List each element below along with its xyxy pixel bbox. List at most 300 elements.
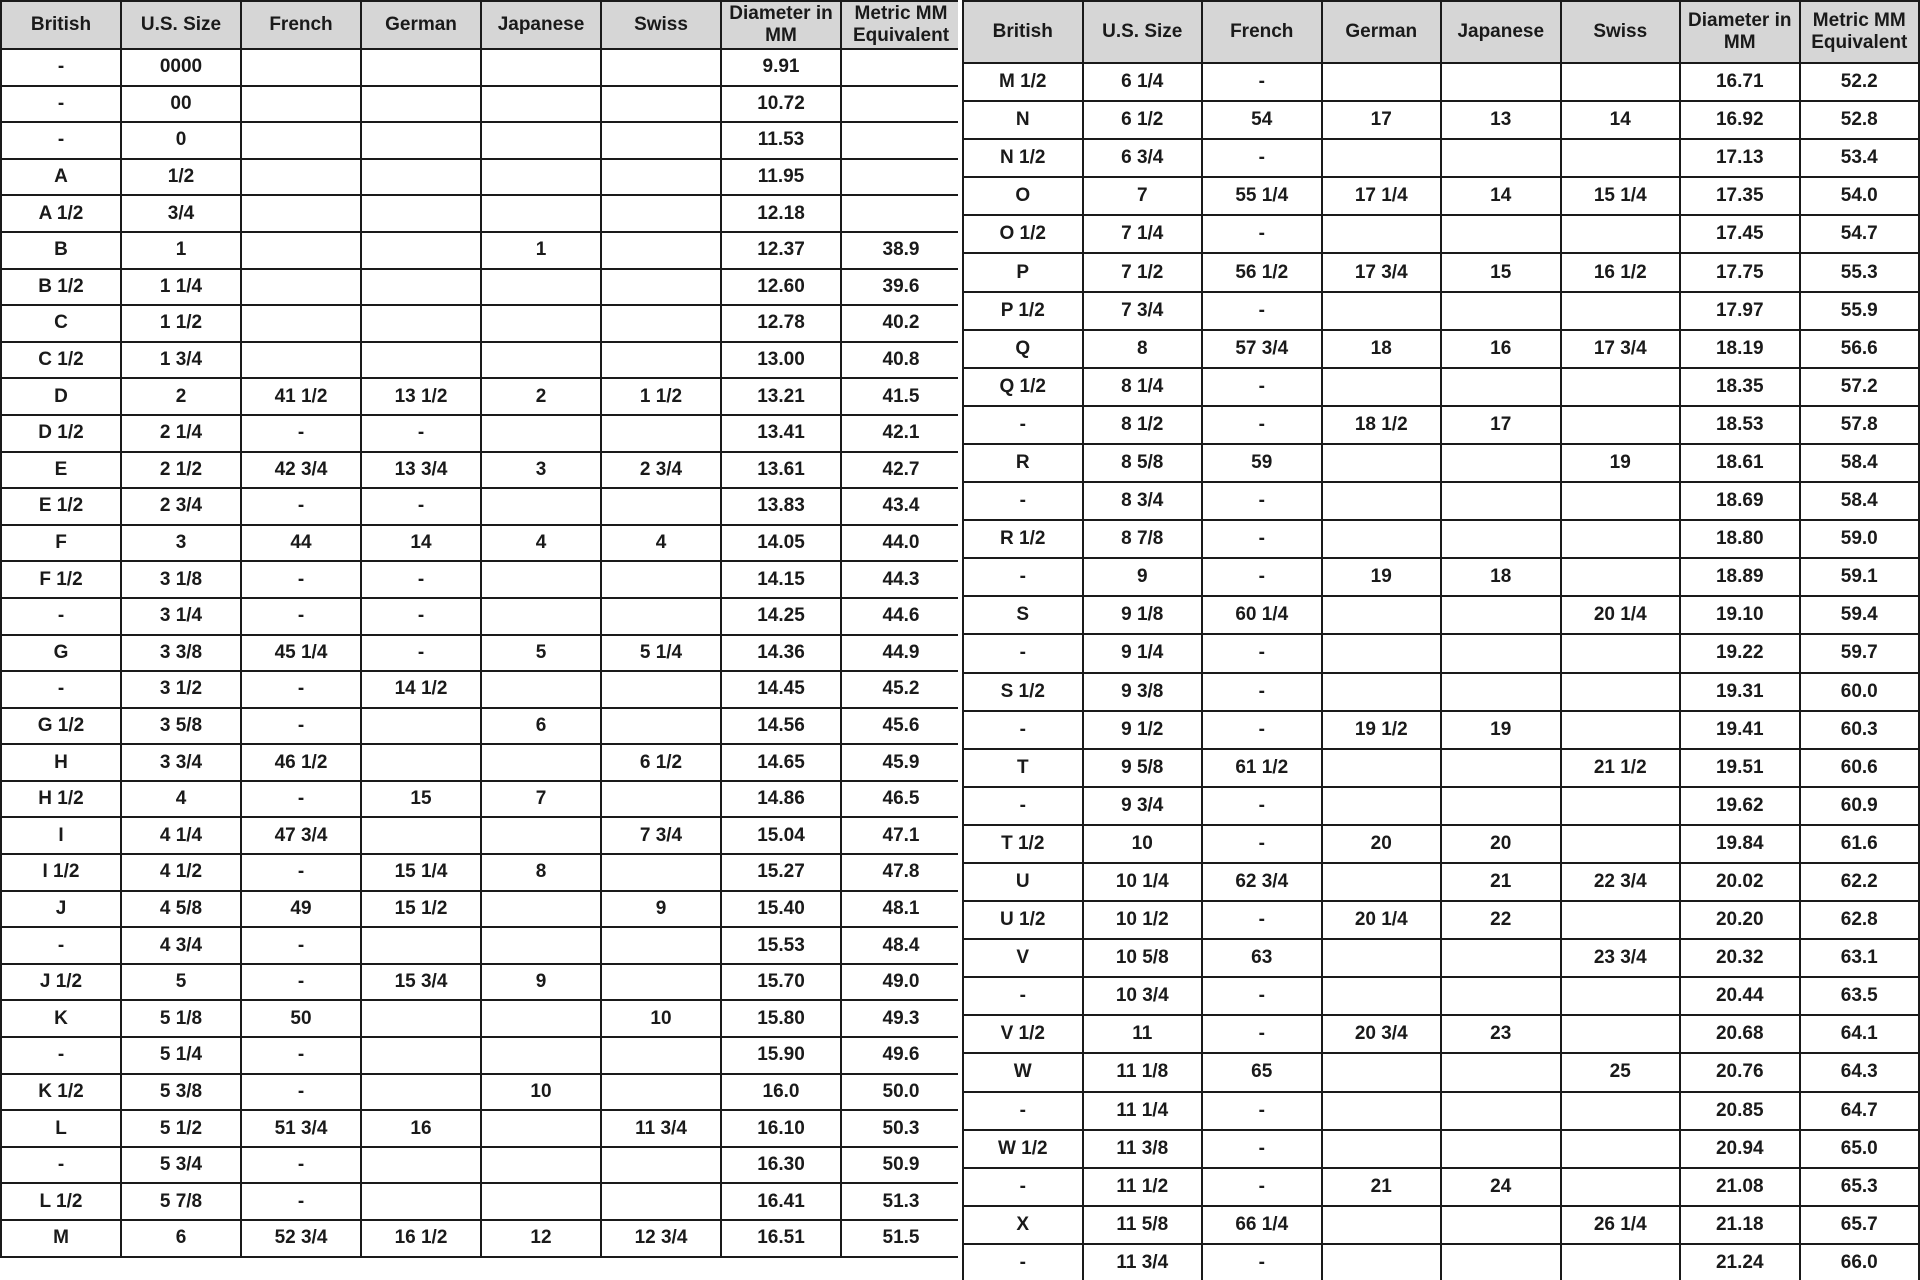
table-row (1, 1183, 961, 1220)
cell-diameter: 16.10 (721, 1110, 841, 1147)
cell-japanese (1441, 1206, 1561, 1244)
cell-british: - (963, 1168, 1083, 1206)
cell-us-size: 11 1/4 (1083, 1092, 1203, 1130)
cell-japanese (1441, 634, 1561, 672)
cell-metric (841, 86, 961, 123)
cell-japanese (1441, 673, 1561, 711)
cell-japanese (1441, 939, 1561, 977)
table-row (1, 452, 961, 489)
cell-diameter: 17.13 (1680, 139, 1800, 177)
cell-diameter: 18.80 (1680, 520, 1800, 558)
col-header-french: French (241, 1, 361, 49)
cell-diameter: 13.00 (721, 342, 841, 379)
table-row (963, 139, 1919, 177)
cell-metric: 39.6 (841, 269, 961, 306)
col-header-us-size: U.S. Size (1083, 1, 1203, 63)
cell-diameter: 19.51 (1680, 749, 1800, 787)
cell-metric: 41.5 (841, 378, 961, 415)
cell-japanese (481, 598, 601, 635)
cell-german: 19 (1322, 558, 1442, 596)
cell-british: O (963, 177, 1083, 215)
table-row (1, 964, 961, 1001)
cell-us-size: 10 5/8 (1083, 939, 1203, 977)
cell-metric: 63.5 (1800, 977, 1920, 1015)
cell-metric: 49.0 (841, 964, 961, 1001)
cell-japanese: 24 (1441, 1168, 1561, 1206)
cell-german: 17 3/4 (1322, 253, 1442, 291)
cell-british: - (963, 711, 1083, 749)
cell-japanese (481, 817, 601, 854)
cell-japanese (481, 49, 601, 86)
cell-german (361, 159, 481, 196)
cell-british: J 1/2 (1, 964, 121, 1001)
cell-swiss (1561, 901, 1681, 939)
cell-diameter: 20.76 (1680, 1053, 1800, 1091)
cell-swiss (1561, 215, 1681, 253)
cell-diameter: 14.36 (721, 635, 841, 672)
cell-metric: 46.5 (841, 781, 961, 818)
cell-diameter: 20.94 (1680, 1130, 1800, 1168)
cell-british: E 1/2 (1, 488, 121, 525)
table-row (1, 1074, 961, 1111)
table-row (963, 673, 1919, 711)
cell-diameter: 21.08 (1680, 1168, 1800, 1206)
cell-japanese (1441, 1092, 1561, 1130)
cell-diameter: 13.83 (721, 488, 841, 525)
cell-japanese: 20 (1441, 825, 1561, 863)
cell-japanese: 7 (481, 781, 601, 818)
col-header-metric: Metric MM Equivalent (841, 1, 961, 49)
cell-british: - (1, 122, 121, 159)
cell-japanese (1441, 215, 1561, 253)
cell-french: 51 3/4 (241, 1110, 361, 1147)
table-row (1, 122, 961, 159)
cell-french: - (1202, 215, 1322, 253)
cell-german (1322, 482, 1442, 520)
cell-swiss (601, 1147, 721, 1184)
cell-german (361, 708, 481, 745)
cell-diameter: 20.44 (1680, 977, 1800, 1015)
cell-us-size: 11 3/8 (1083, 1130, 1203, 1168)
cell-metric: 49.3 (841, 1000, 961, 1037)
cell-diameter: 20.20 (1680, 901, 1800, 939)
cell-diameter: 14.15 (721, 561, 841, 598)
cell-french: - (241, 708, 361, 745)
cell-swiss: 9 (601, 891, 721, 928)
cell-metric: 44.9 (841, 635, 961, 672)
table-row (1, 195, 961, 232)
table-row (1, 525, 961, 562)
cell-german: 17 1/4 (1322, 177, 1442, 215)
cell-japanese: 17 (1441, 406, 1561, 444)
cell-british: O 1/2 (963, 215, 1083, 253)
cell-british: - (963, 558, 1083, 596)
cell-us-size: 4 3/4 (121, 927, 241, 964)
cell-us-size: 7 (1083, 177, 1203, 215)
cell-us-size: 6 (121, 1220, 241, 1257)
cell-diameter: 18.19 (1680, 330, 1800, 368)
table-row (963, 1015, 1919, 1053)
col-header-german: German (1322, 1, 1442, 63)
cell-swiss (601, 927, 721, 964)
cell-german (1322, 977, 1442, 1015)
table-row (1, 671, 961, 708)
cell-swiss (601, 1074, 721, 1111)
cell-metric: 66.0 (1800, 1244, 1920, 1280)
cell-swiss: 11 3/4 (601, 1110, 721, 1147)
cell-german (1322, 1053, 1442, 1091)
cell-german: 13 3/4 (361, 452, 481, 489)
cell-diameter: 20.32 (1680, 939, 1800, 977)
cell-british: J (1, 891, 121, 928)
cell-british: G 1/2 (1, 708, 121, 745)
table-row (1, 1220, 961, 1257)
table-row (963, 1206, 1919, 1244)
cell-swiss (1561, 787, 1681, 825)
cell-us-size: 1 1/2 (121, 305, 241, 342)
table-row (963, 939, 1919, 977)
cell-us-size: 5 1/8 (121, 1000, 241, 1037)
cell-swiss (1561, 673, 1681, 711)
cell-british: U (963, 863, 1083, 901)
cell-japanese (481, 561, 601, 598)
cell-us-size: 1 1/4 (121, 269, 241, 306)
table-row (963, 444, 1919, 482)
cell-swiss: 12 3/4 (601, 1220, 721, 1257)
table-row (1, 415, 961, 452)
cell-diameter: 13.41 (721, 415, 841, 452)
cell-german: - (361, 415, 481, 452)
cell-french: 65 (1202, 1053, 1322, 1091)
cell-british: W (963, 1053, 1083, 1091)
cell-metric: 60.0 (1800, 673, 1920, 711)
cell-us-size: 9 3/4 (1083, 787, 1203, 825)
cell-japanese (481, 342, 601, 379)
cell-french: - (241, 671, 361, 708)
cell-british: I 1/2 (1, 854, 121, 891)
cell-us-size: 4 1/2 (121, 854, 241, 891)
table-row (1, 49, 961, 86)
table-row (1, 159, 961, 196)
cell-german (361, 744, 481, 781)
cell-swiss (601, 415, 721, 452)
cell-german (1322, 1092, 1442, 1130)
cell-us-size: 2 3/4 (121, 488, 241, 525)
table-row (1, 1037, 961, 1074)
table-row (1, 342, 961, 379)
cell-japanese: 1 (481, 232, 601, 269)
cell-british: S (963, 596, 1083, 634)
cell-diameter: 21.18 (1680, 1206, 1800, 1244)
cell-metric: 54.0 (1800, 177, 1920, 215)
col-header-metric: Metric MM Equivalent (1800, 1, 1920, 63)
cell-diameter: 14.56 (721, 708, 841, 745)
cell-german (361, 86, 481, 123)
cell-french: - (241, 1037, 361, 1074)
cell-us-size: 10 (1083, 825, 1203, 863)
cell-german: 20 (1322, 825, 1442, 863)
cell-british: S 1/2 (963, 673, 1083, 711)
cell-us-size: 3/4 (121, 195, 241, 232)
cell-diameter: 16.0 (721, 1074, 841, 1111)
cell-french: 47 3/4 (241, 817, 361, 854)
cell-us-size: 3 1/2 (121, 671, 241, 708)
cell-japanese: 12 (481, 1220, 601, 1257)
cell-diameter: 19.31 (1680, 673, 1800, 711)
col-header-british: British (963, 1, 1083, 63)
cell-british: - (1, 598, 121, 635)
cell-metric (841, 159, 961, 196)
table-row (1, 488, 961, 525)
cell-japanese (481, 891, 601, 928)
cell-japanese (481, 1000, 601, 1037)
cell-british: B (1, 232, 121, 269)
cell-british: N 1/2 (963, 139, 1083, 177)
cell-french: 44 (241, 525, 361, 562)
cell-diameter: 16.92 (1680, 101, 1800, 139)
cell-swiss (601, 671, 721, 708)
cell-german: 15 1/2 (361, 891, 481, 928)
cell-metric: 51.3 (841, 1183, 961, 1220)
cell-diameter: 20.02 (1680, 863, 1800, 901)
cell-japanese: 14 (1441, 177, 1561, 215)
cell-swiss: 15 1/4 (1561, 177, 1681, 215)
cell-metric: 50.0 (841, 1074, 961, 1111)
cell-french: - (1202, 901, 1322, 939)
cell-us-size: 11 3/4 (1083, 1244, 1203, 1280)
cell-us-size: 4 1/4 (121, 817, 241, 854)
cell-japanese: 13 (1441, 101, 1561, 139)
cell-us-size: 5 1/2 (121, 1110, 241, 1147)
cell-swiss (601, 598, 721, 635)
cell-french: - (1202, 711, 1322, 749)
cell-german (1322, 634, 1442, 672)
table-row (1, 1110, 961, 1147)
table-row (963, 177, 1919, 215)
cell-metric: 44.0 (841, 525, 961, 562)
cell-german (1322, 139, 1442, 177)
cell-metric: 59.0 (1800, 520, 1920, 558)
cell-diameter: 18.53 (1680, 406, 1800, 444)
cell-metric: 51.5 (841, 1220, 961, 1257)
cell-french: - (241, 488, 361, 525)
cell-swiss (601, 781, 721, 818)
cell-french: 62 3/4 (1202, 863, 1322, 901)
cell-british: - (963, 1244, 1083, 1280)
table-row (1, 269, 961, 306)
cell-metric: 64.1 (1800, 1015, 1920, 1053)
cell-us-size: 00 (121, 86, 241, 123)
table-row (963, 1092, 1919, 1130)
cell-us-size: 2 1/4 (121, 415, 241, 452)
table-row (963, 215, 1919, 253)
cell-german (361, 1037, 481, 1074)
table-row (963, 101, 1919, 139)
cell-diameter: 20.68 (1680, 1015, 1800, 1053)
cell-japanese: 4 (481, 525, 601, 562)
cell-diameter: 19.41 (1680, 711, 1800, 749)
cell-diameter: 16.41 (721, 1183, 841, 1220)
cell-japanese (1441, 139, 1561, 177)
col-header-swiss: Swiss (601, 1, 721, 49)
table-row (963, 330, 1919, 368)
cell-german: 13 1/2 (361, 378, 481, 415)
cell-japanese: 22 (1441, 901, 1561, 939)
cell-french: 41 1/2 (241, 378, 361, 415)
cell-metric: 59.7 (1800, 634, 1920, 672)
cell-japanese: 23 (1441, 1015, 1561, 1053)
cell-swiss (601, 561, 721, 598)
cell-diameter: 17.45 (1680, 215, 1800, 253)
cell-japanese (1441, 292, 1561, 330)
cell-us-size: 10 1/2 (1083, 901, 1203, 939)
cell-british: W 1/2 (963, 1130, 1083, 1168)
cell-japanese (1441, 787, 1561, 825)
cell-japanese (481, 159, 601, 196)
table-row (963, 1053, 1919, 1091)
cell-japanese: 9 (481, 964, 601, 1001)
cell-swiss (601, 488, 721, 525)
cell-us-size: 5 3/8 (121, 1074, 241, 1111)
cell-swiss (601, 1037, 721, 1074)
table-row (1, 305, 961, 342)
cell-us-size: 8 1/4 (1083, 368, 1203, 406)
cell-diameter: 12.60 (721, 269, 841, 306)
cell-us-size: 2 1/2 (121, 452, 241, 489)
cell-diameter: 18.89 (1680, 558, 1800, 596)
cell-french: 54 (1202, 101, 1322, 139)
cell-diameter: 15.90 (721, 1037, 841, 1074)
cell-french: - (241, 854, 361, 891)
cell-german: 18 1/2 (1322, 406, 1442, 444)
table-row (963, 787, 1919, 825)
table-row (1, 1147, 961, 1184)
cell-british: U 1/2 (963, 901, 1083, 939)
table-row (1, 378, 961, 415)
cell-german (1322, 863, 1442, 901)
cell-british: F 1/2 (1, 561, 121, 598)
cell-french: 52 3/4 (241, 1220, 361, 1257)
cell-us-size: 1/2 (121, 159, 241, 196)
table-row (963, 711, 1919, 749)
cell-diameter: 18.61 (1680, 444, 1800, 482)
cell-british: H 1/2 (1, 781, 121, 818)
cell-metric: 59.4 (1800, 596, 1920, 634)
cell-swiss (1561, 482, 1681, 520)
cell-metric: 40.8 (841, 342, 961, 379)
cell-japanese (481, 1110, 601, 1147)
cell-french (241, 342, 361, 379)
cell-french: - (1202, 139, 1322, 177)
table-row (1, 817, 961, 854)
cell-us-size: 4 5/8 (121, 891, 241, 928)
cell-french: 63 (1202, 939, 1322, 977)
cell-french: - (241, 1074, 361, 1111)
cell-metric: 48.1 (841, 891, 961, 928)
cell-swiss (601, 854, 721, 891)
ring-size-table-left (0, 0, 962, 1258)
cell-german (1322, 292, 1442, 330)
cell-us-size: 8 5/8 (1083, 444, 1203, 482)
cell-swiss: 16 1/2 (1561, 253, 1681, 291)
cell-french: - (1202, 1092, 1322, 1130)
header-row (963, 1, 1919, 63)
cell-french: - (1202, 1130, 1322, 1168)
cell-us-size: 3 1/8 (121, 561, 241, 598)
cell-swiss: 19 (1561, 444, 1681, 482)
cell-japanese (481, 671, 601, 708)
cell-metric: 44.6 (841, 598, 961, 635)
cell-japanese (481, 269, 601, 306)
cell-us-size: 10 1/4 (1083, 863, 1203, 901)
cell-british: A 1/2 (1, 195, 121, 232)
cell-british: - (1, 927, 121, 964)
cell-japanese (1441, 482, 1561, 520)
cell-diameter: 16.71 (1680, 63, 1800, 101)
cell-japanese: 21 (1441, 863, 1561, 901)
cell-german: 20 1/4 (1322, 901, 1442, 939)
cell-metric: 43.4 (841, 488, 961, 525)
cell-french: 55 1/4 (1202, 177, 1322, 215)
cell-french: 56 1/2 (1202, 253, 1322, 291)
cell-japanese (1441, 596, 1561, 634)
cell-french: - (1202, 63, 1322, 101)
cell-diameter: 16.30 (721, 1147, 841, 1184)
cell-german (361, 342, 481, 379)
table-row (963, 520, 1919, 558)
cell-german (1322, 596, 1442, 634)
cell-german (1322, 1206, 1442, 1244)
cell-french: - (241, 1183, 361, 1220)
cell-us-size: 11 (1083, 1015, 1203, 1053)
cell-british: M (1, 1220, 121, 1257)
cell-japanese (1441, 444, 1561, 482)
cell-metric: 62.8 (1800, 901, 1920, 939)
cell-japanese (481, 86, 601, 123)
cell-french: - (1202, 787, 1322, 825)
table-row (963, 558, 1919, 596)
cell-french: - (241, 781, 361, 818)
cell-french: 42 3/4 (241, 452, 361, 489)
cell-swiss: 1 1/2 (601, 378, 721, 415)
cell-french: 57 3/4 (1202, 330, 1322, 368)
cell-diameter: 19.84 (1680, 825, 1800, 863)
cell-german (1322, 368, 1442, 406)
cell-japanese (1441, 749, 1561, 787)
cell-british: A (1, 159, 121, 196)
cell-swiss (1561, 1130, 1681, 1168)
cell-french (241, 86, 361, 123)
cell-us-size: 0 (121, 122, 241, 159)
cell-japanese (481, 122, 601, 159)
cell-us-size: 6 3/4 (1083, 139, 1203, 177)
cell-swiss (601, 1183, 721, 1220)
cell-japanese (481, 415, 601, 452)
cell-swiss (1561, 63, 1681, 101)
cell-british: - (963, 634, 1083, 672)
cell-us-size: 6 1/4 (1083, 63, 1203, 101)
cell-metric: 40.2 (841, 305, 961, 342)
cell-japanese: 16 (1441, 330, 1561, 368)
table-row (963, 253, 1919, 291)
cell-swiss (1561, 139, 1681, 177)
cell-metric: 55.9 (1800, 292, 1920, 330)
table-row (963, 1130, 1919, 1168)
cell-german (1322, 1130, 1442, 1168)
cell-us-size: 8 1/2 (1083, 406, 1203, 444)
cell-french: - (1202, 520, 1322, 558)
cell-german (361, 1000, 481, 1037)
